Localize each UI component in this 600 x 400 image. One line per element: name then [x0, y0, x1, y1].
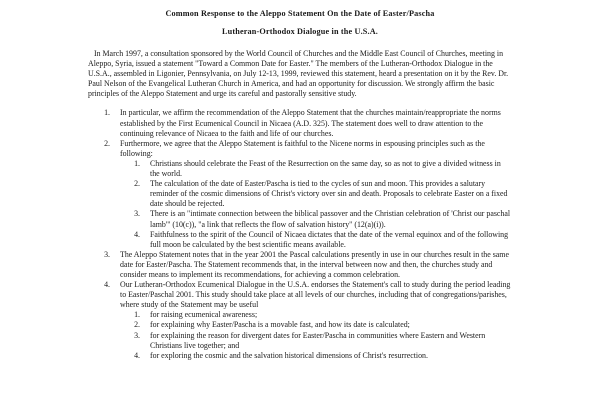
- list-item-text: 1. Christians should celebrate the Feast of the Resurrection on the same day, so as not to give a divided witness in the world.: [150, 158, 501, 179]
- list-item: [112, 250, 512, 280]
- list-item-text: 1. for raising ecumenical awareness;: [150, 310, 258, 320]
- list-item: [142, 310, 512, 320]
- numbered-list-level1: [88, 108, 512, 360]
- list-item-text: 2. for explaining why Easter/Pascha is a movable fast, and how its date is calculated;: [150, 320, 410, 330]
- list-item: [142, 159, 512, 179]
- list-item: [112, 280, 512, 361]
- page-title: Common Response to the Aleppo Statement On the Date of Easter/Pascha: [165, 9, 435, 18]
- numbered-list-level2: [120, 159, 512, 250]
- list-item-text: 3. The Aleppo Statement notes that in the year 2001 the Pascal calculations presently in use in our churches result in the same date for Easter/Pascha. The Statement recommends that, in the interval between now and then, the churches study and consider means to implement its recommendations, for achieving a common celebration.: [120, 249, 509, 279]
- list-item: [112, 108, 512, 138]
- numbered-list-level2: [120, 310, 512, 360]
- intro-paragraph: In March 1997, a consultation sponsored by the World Council of Churches and the Middle East Council of Churches, meeting in Aleppo, Syria, issued a statement "Toward a Common Date for Easter." The members of the Lutheran-Orthodox Dialogue in the U.S.A., assembled in Ligonier, Pennsylvania, on July 12-13, 1999, reviewed this statement, heard a presentation on it by the Rev. Dr. Paul Nelson of the Evangelical Lutheran Church in America, and had an opportunity for discussion. We strongly affirm the basic principles of the Aleppo Statement and urge its careful and pastorally sensitive study.: [88, 49, 509, 99]
- list-item-text: 2. Furthermore, we agree that the Aleppo Statement is faithful to the Nicene norms in espousing principles such as the following:: [120, 138, 485, 158]
- list-item-text: 4. Our Lutheran-Orthodox Ecumenical Dialogue in the U.S.A. endorses the Statement's call to study during the period leading to Easter/Paschal 2001. This study should take place at all levels of our churches, including that of congregations/parishes, where study of the Statement may be useful: [120, 280, 511, 310]
- list-item-text: 3. There is an "intimate connection between the biblical passover and the Christian celebration of 'Christ our paschal lamb'" (10(c)), "a link that reflects the flow of salvation history" (12(a)(i)).: [150, 209, 511, 229]
- list-item-text: 4. for exploring the cosmic and the salvation historical dimensions of Christ's resurrection.: [150, 350, 428, 360]
- list-item: [142, 331, 512, 351]
- list-item: [142, 320, 512, 330]
- list-item: [142, 351, 512, 361]
- list-item-text: 2. The calculation of the date of Easter/Pascha is tied to the cycles of sun and moon. This provides a salutary reminder of the cosmic dimensions of Christ's victory over sin and death. Proposals to celebrate Easter on a fixed date should be rejected.: [150, 179, 508, 209]
- list-item-text: 3. for explaining the reason for divergent dates for Easter/Pascha in communities where Eastern and Western Christians live together; and: [150, 330, 486, 350]
- list-item-text: 1. In particular, we affirm the recommendation of the Aleppo Statement that the churches maintain/reappropriate the norms established by the First Ecumenical Council in Nicaea (A.D. 325). The statement does well to draw attention to the continuing relevance of Nicaea to the faith and life of our churches.: [120, 108, 501, 138]
- list-item: [112, 139, 512, 250]
- list-item: [142, 230, 512, 250]
- list-item-text: 4. Faithfulness to the spirit of the Council of Nicaea dictates that the date of the vernal equinox and of the following full moon be calculated by the best scientific means available.: [150, 229, 509, 249]
- list-item: [142, 209, 512, 229]
- list-item: [142, 179, 512, 209]
- page-subtitle: Lutheran-Orthodox Dialogue in the U.S.A.: [222, 27, 378, 36]
